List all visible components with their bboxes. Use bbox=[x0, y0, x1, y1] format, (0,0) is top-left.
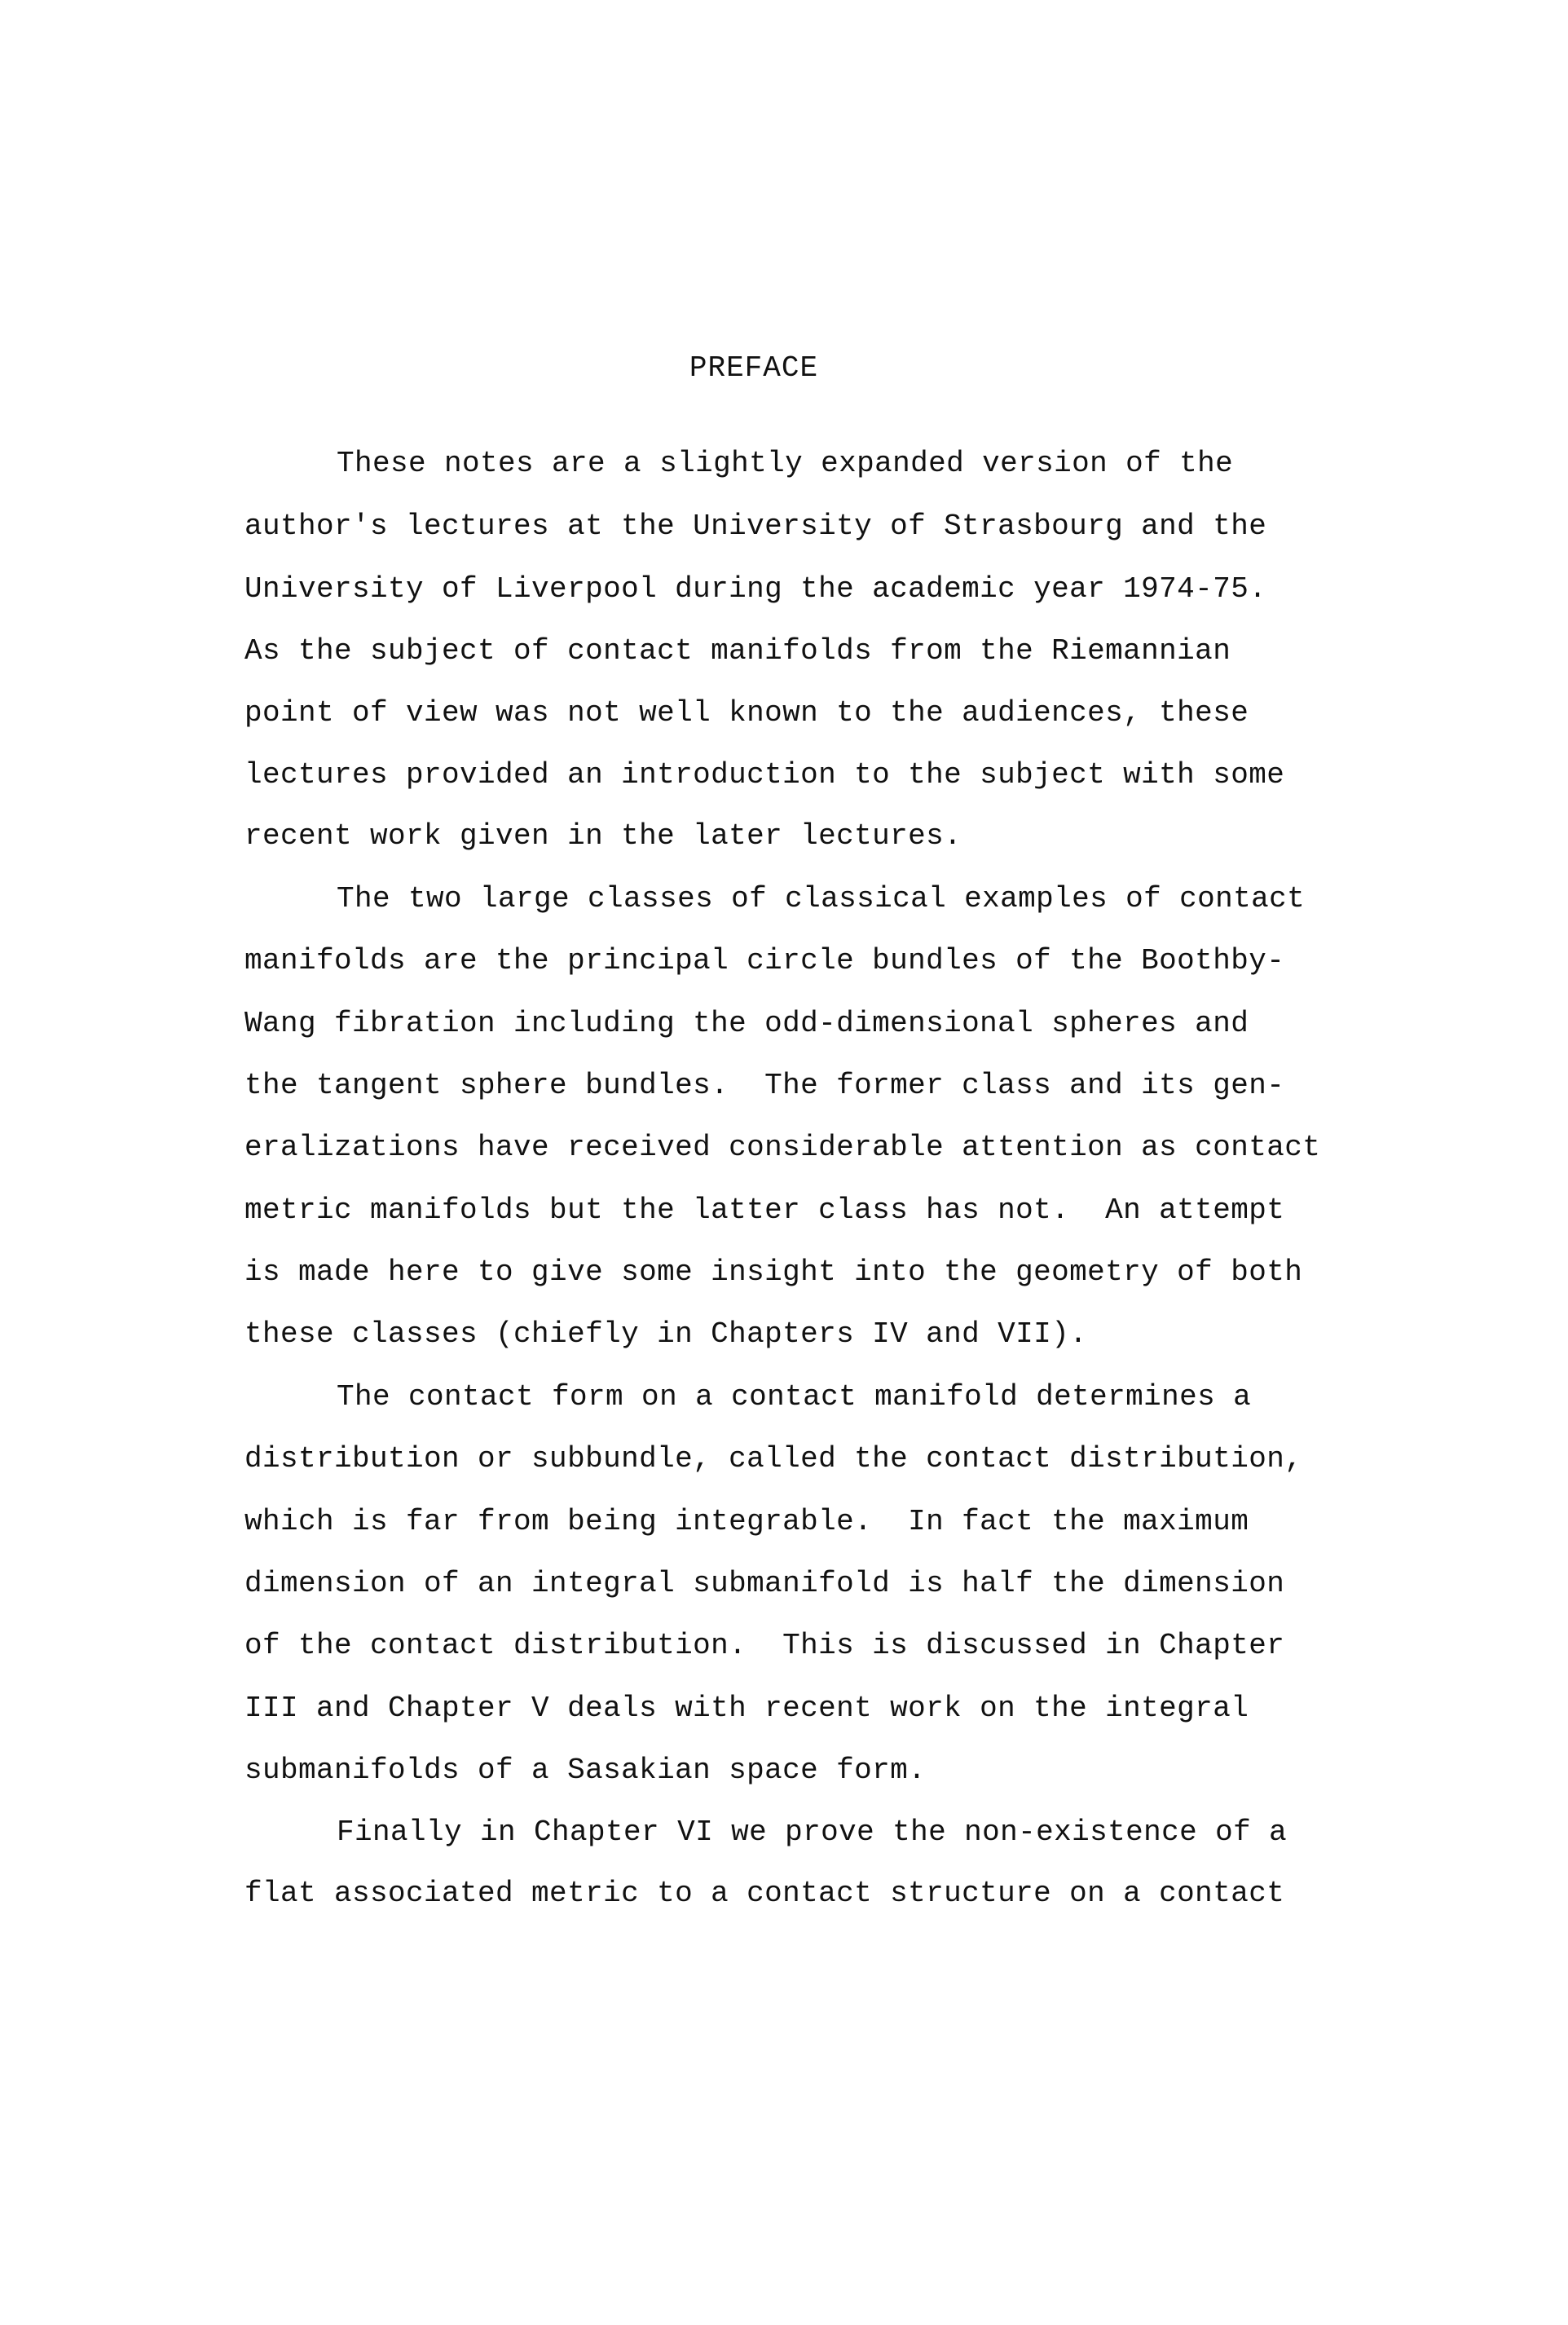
text-line: Wang fibration including the odd-dimensional spheres and bbox=[244, 1007, 1249, 1040]
text-line: of the contact distribution. This is discussed in Chapter bbox=[244, 1629, 1285, 1662]
text-line: manifolds are the principal circle bundles of the Boothby- bbox=[244, 944, 1285, 977]
text-line: These notes are a slightly expanded version of the bbox=[337, 447, 1234, 480]
text-line: University of Liverpool during the academic year 1974-75. bbox=[244, 572, 1267, 606]
text-line: dimension of an integral submanifold is half the dimension bbox=[244, 1567, 1285, 1600]
text-line: distribution or subbundle, called the contact distribution, bbox=[244, 1442, 1303, 1476]
text-line: which is far from being integrable. In fact the maximum bbox=[244, 1505, 1249, 1538]
text-line: point of view was not well known to the audiences, these bbox=[244, 696, 1249, 730]
text-line: As the subject of contact manifolds from the Riemannian bbox=[244, 634, 1231, 668]
text-line: the tangent sphere bundles. The former class and its gen- bbox=[244, 1069, 1285, 1102]
text-line: flat associated metric to a contact structure on a contact bbox=[244, 1877, 1285, 1910]
text-line: recent work given in the later lectures. bbox=[244, 819, 962, 853]
text-line: lectures provided an introduction to the subject with some bbox=[244, 758, 1285, 792]
text-line: submanifolds of a Sasakian space form. bbox=[244, 1754, 927, 1787]
page-title: PREFACE bbox=[689, 351, 819, 385]
text-line: these classes (chiefly in Chapters IV and VII). bbox=[244, 1317, 1088, 1351]
text-line: The contact form on a contact manifold determines a bbox=[337, 1380, 1252, 1414]
text-line: author's lectures at the University of Strasbourg and the bbox=[244, 510, 1267, 543]
text-line: III and Chapter V deals with recent work on the integral bbox=[244, 1692, 1249, 1725]
text-line: is made here to give some insight into the geometry of both bbox=[244, 1255, 1303, 1289]
text-line: Finally in Chapter VI we prove the non-existence of a bbox=[337, 1815, 1288, 1849]
text-line: The two large classes of classical examples of contact bbox=[337, 882, 1306, 915]
text-line: eralizations have received considerable attention as contact bbox=[244, 1131, 1321, 1164]
text-line: metric manifolds but the latter class has not. An attempt bbox=[244, 1193, 1285, 1227]
